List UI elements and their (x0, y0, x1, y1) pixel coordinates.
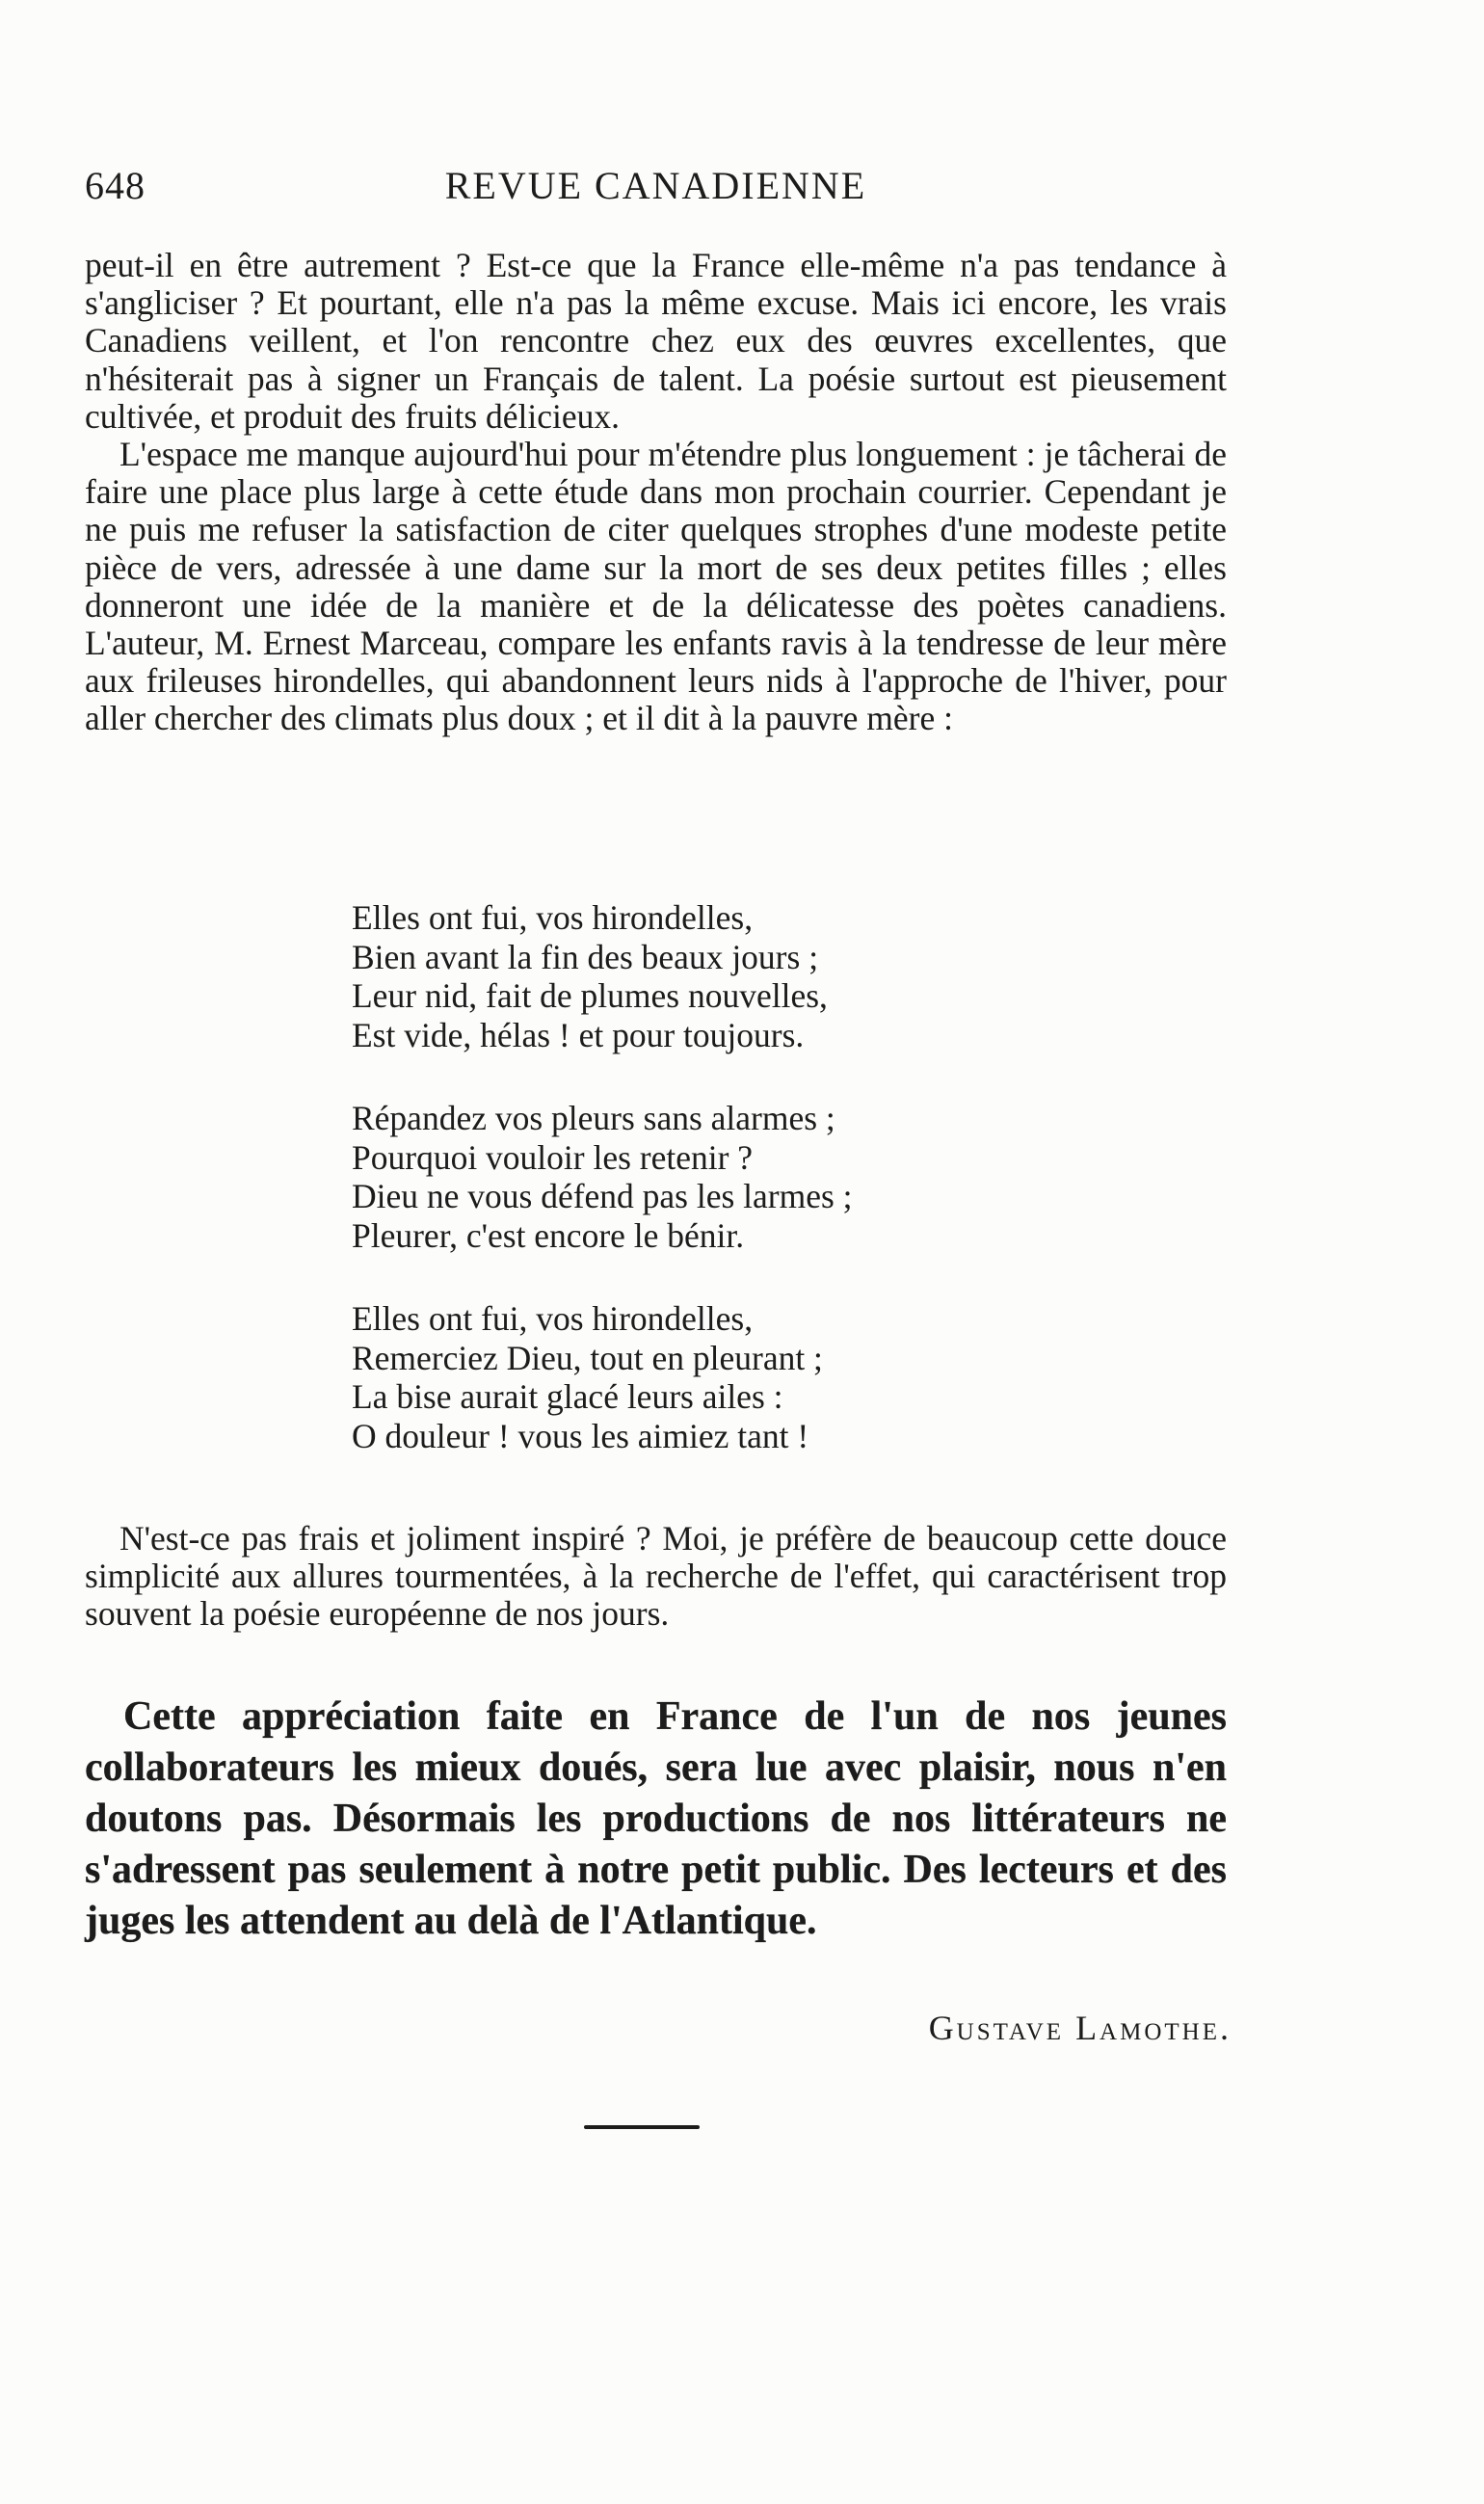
poem-verse: Bien avant la fin des beaux jours ; (352, 937, 819, 976)
poem-verse: La bise aurait glacé leurs ailes : (352, 1377, 783, 1416)
body-paragraph: peut-il en être autrement ? Est-ce que la France elle-même n'a pas tendance à s'angliciser ? Et pourtant, elle n'a pas la même excuse. Mais ici encore, les vrais Canadiens veillent, et l'on rencontre chez eux des œuvres excellentes, que n'hésiterait pas à signer un Français de talent. La poésie surtout est pieusement cultivée, et produit des fruits délicieux. (85, 246, 1227, 436)
section-divider (584, 2125, 700, 2129)
poem-stanza (352, 1099, 1046, 1255)
poem-verse: Leur nid, fait de plumes nouvelles, (352, 976, 828, 1015)
page-header (85, 162, 1227, 210)
editor-note-paragraph: Cette appréciation faite en France de l'un de nos jeunes collaborateurs les mieux doués, sera lue avec plaisir, nous n'en doutons pas. Désormais les productions de nos littérateurs ne s'adressent pas seulement à notre petit public. Des lecteurs et des juges les attendent au delà de l'Atlantique. (85, 1694, 1227, 1943)
body-paragraph: L'espace me manque aujourd'hui pour m'étendre plus longuement : je tâcherai de faire une place plus large à cette étude dans mon prochain courrier. Cependant je ne puis me refuser la satisfaction de citer quelques strophes d'une modeste petite pièce de vers, adressée à une dame sur la mort de ses deux petites filles ; elles donneront une idée de la manière et de la délicatesse des poètes canadiens. L'auteur, M. Ernest Marceau, compare les enfants ravis à la tendresse de leur mère aux frileuses hirondelles, qui abandonnent leurs nids à l'approche de l'hiver, pour aller chercher des climats plus doux ; et il dit à la pauvre mère : (85, 435, 1227, 738)
poem-quotation (352, 898, 1046, 1500)
poem-verse: Pleurer, c'est encore le bénir. (352, 1215, 745, 1255)
closing-remarks (85, 1520, 1227, 1634)
running-title: REVUE CANADIENNE (444, 164, 867, 207)
poem-verse: O douleur ! vous les aimiez tant ! (352, 1416, 809, 1455)
poem-verse: Elles ont fui, vos hirondelles, (352, 1299, 754, 1338)
poem-stanza (352, 1299, 1046, 1455)
editor-note (85, 1692, 1227, 1947)
poem-verse: Répandez vos pleurs sans alarmes ; (352, 1099, 835, 1137)
poem-verse: Pourquoi vouloir les retenir ? (352, 1137, 754, 1177)
page-number: 648 (85, 164, 146, 207)
poem-verse: Dieu ne vous défend pas les larmes ; (352, 1177, 853, 1215)
poem-verse: Elles ont fui, vos hirondelles, (352, 898, 754, 937)
author-signature: Gustave Lamothe. (928, 2009, 1232, 2047)
poem-verse: Est vide, hélas ! et pour toujours. (352, 1015, 805, 1054)
poem-stanza (352, 898, 1046, 1054)
poem-verse: Remerciez Dieu, tout en pleurant ; (352, 1338, 823, 1377)
article-body (85, 247, 1227, 738)
body-paragraph: N'est-ce pas frais et joliment inspiré ? Moi, je préfère de beaucoup cette douce simplicité aux allures tourmentées, à la recherche de l'effet, qui caractérisent trop souvent la poésie européenne de nos jours. (85, 1519, 1227, 1634)
